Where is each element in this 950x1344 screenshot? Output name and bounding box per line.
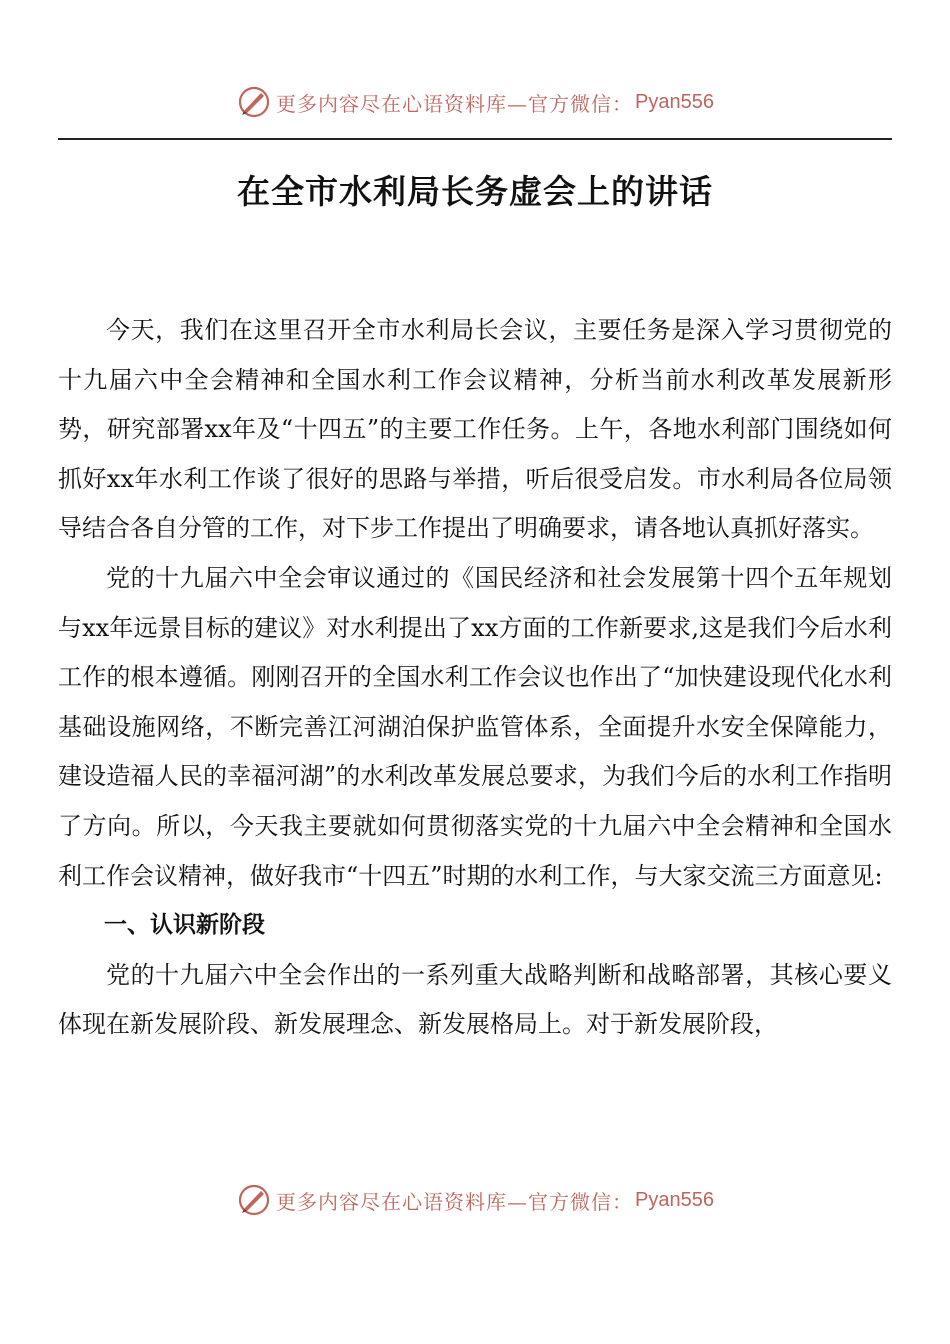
document-body: [58, 306, 892, 1050]
banner-text: 更多内容尽在心语资料库—官方微信：: [276, 1189, 634, 1214]
footer-watermark-banner: [0, 1178, 950, 1222]
banner-wechat-id: Pyan556: [635, 90, 714, 113]
banner-wechat-id: Pyan556: [635, 1188, 714, 1211]
header-divider: [58, 138, 892, 140]
section-heading: 一、认识新阶段: [104, 912, 265, 939]
pen-logo-icon: [236, 1182, 272, 1218]
page-title: 在全市水利局长务虚会上的讲话: [237, 172, 713, 211]
section-paragraph: 党的十九届六中全会作出的一系列重大战略判断和战略部署，其核心要义体现在新发展阶段、新发展理念、新发展格局上。对于新发展阶段，: [58, 960, 892, 1039]
body-paragraph: 今天，我们在这里召开全市水利局长会议，主要任务是深入学习贯彻党的十九届六中全会精神和全国水利工作会议精神，分析当前水利改革发展新形势，研究部署xx年及“十四五”的主要工作任务。上午，各地水利部门围绕如何抓好xx年水利工作谈了很好的思路与举措，听后很受启发。市水利局各位局领导结合各自分管的工作，对下步工作提出了明确要求，请各地认真抓好落实。: [58, 316, 892, 543]
banner-text: 更多内容尽在心语资料库—官方微信：: [276, 91, 634, 116]
header-watermark-banner: [0, 80, 950, 124]
pen-logo-icon: [236, 84, 272, 120]
body-paragraph: 党的十九届六中全会审议通过的《国民经济和社会发展第十四个五年规划与xx年远景目标的建议》对水利提出了xx方面的工作新要求,这是我们今后水利工作的根本遵循。刚刚召开的全国水利工作会议也作出了“加快建设现代化水利基础设施网络，不断完善江河湖泊保护监管体系，全面提升水安全保障能力，建设造福人民的幸福河湖”的水利改革发展总要求，为我们今后的水利工作指明了方向。所以，今天我主要就如何贯彻落实党的十九届六中全会精神和全国水利工作会议精神，做好我市“十四五”时期的水利工作，与大家交流三方面意见:: [58, 563, 892, 890]
